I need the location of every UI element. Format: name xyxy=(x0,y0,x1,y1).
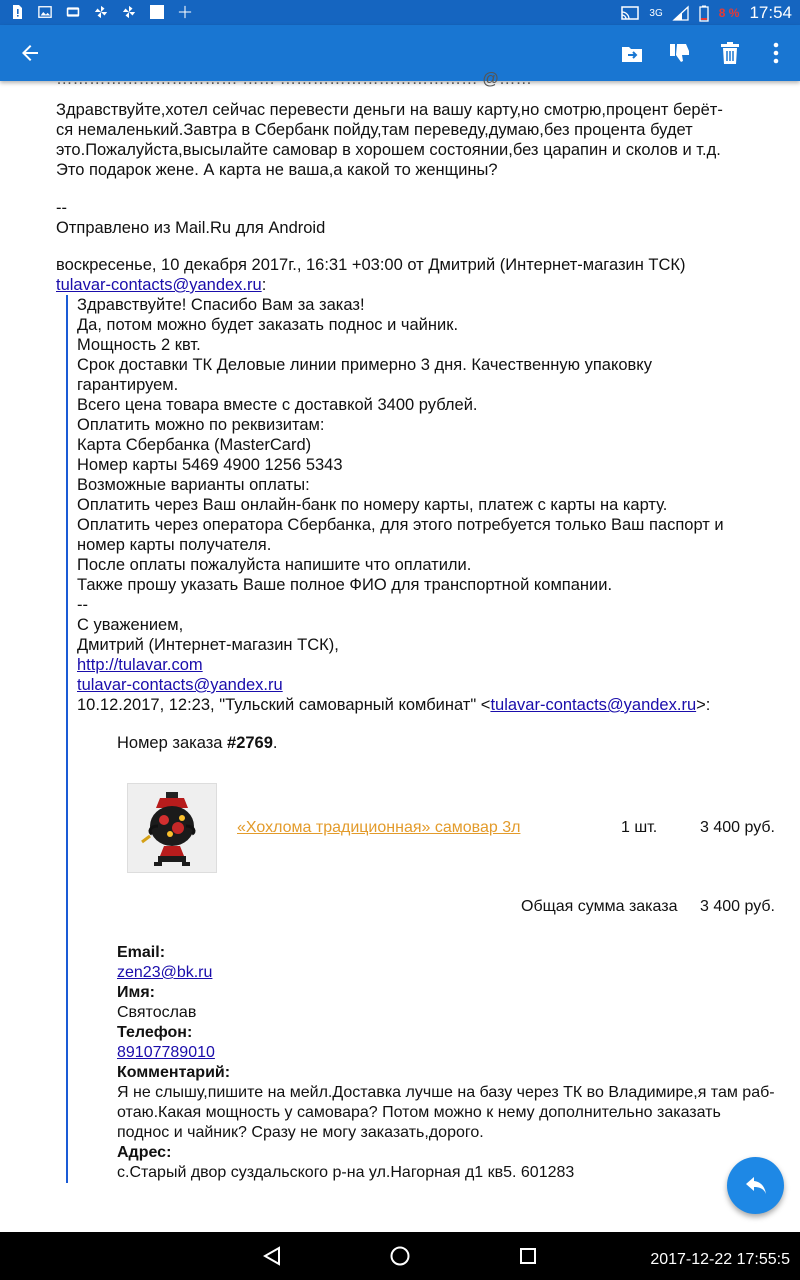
clock: 17:54 xyxy=(749,3,792,22)
sparkle-icon xyxy=(178,4,192,20)
battery-icon xyxy=(699,5,709,22)
order-title-suffix: . xyxy=(272,734,278,752)
reply-icon xyxy=(745,1177,767,1195)
email-label: Email: xyxy=(117,944,166,961)
body-line: это.Пожалуйста,высылайте самовар в хорошем состоянии,без царапин и сколов и т.д. xyxy=(56,141,721,159)
nav-back-triangle-icon xyxy=(263,1246,281,1266)
pinwheel-icon xyxy=(122,4,136,20)
quoted-line: Да, потом можно будет заказать поднос и чайник. xyxy=(77,316,459,334)
comment-label: Комментарий: xyxy=(117,1064,231,1081)
quoted-line: С уважением, xyxy=(77,616,184,634)
more-options-button[interactable] xyxy=(756,33,796,73)
quote-bar xyxy=(66,295,68,1183)
nav-home-button[interactable] xyxy=(386,1242,414,1270)
order-total-label: Общая сумма заказа xyxy=(521,898,678,915)
quoted-line: Всего цена товара вместе с доставкой 3400 рублей. xyxy=(77,396,478,414)
signature-text: Отправлено из Mail.Ru для Android xyxy=(56,219,326,237)
orig-header-prefix: 10.12.2017, 12:23, "Тульский самоварный комбинат" < xyxy=(77,696,491,714)
more-vert-icon xyxy=(773,42,779,64)
spam-button[interactable] xyxy=(660,33,700,73)
product-quantity: 1 шт. xyxy=(621,819,658,836)
message-text xyxy=(56,100,784,180)
order-number: #2769 xyxy=(227,734,273,752)
reply-header-text: воскресенье, 10 декабря 2017г., 16:31 +03:00 от Дмитрий (Интернет-магазин ТСК) xyxy=(56,256,686,274)
customer-details xyxy=(117,943,787,1183)
quoted-line: -- xyxy=(77,596,88,614)
move-to-folder-icon xyxy=(619,41,645,65)
trash-icon xyxy=(719,41,741,65)
quoted-line: Оплатить можно по реквизитам: xyxy=(77,416,325,434)
shop-email-link[interactable]: tulavar-contacts@yandex.ru xyxy=(77,676,283,694)
notification-icons xyxy=(10,4,192,20)
quoted-line: Здравствуйте! Спасибо Вам за заказ! xyxy=(77,296,365,314)
reply-fab-button[interactable] xyxy=(727,1157,784,1214)
nav-recents-square-icon xyxy=(519,1247,537,1265)
order-number-heading xyxy=(117,733,278,753)
product-thumbnail[interactable] xyxy=(127,783,217,873)
customer-email-link[interactable]: zen23@bk.ru xyxy=(117,964,213,981)
battery-percent: 8 % xyxy=(718,6,740,20)
customer-phone-link[interactable]: 89107789010 xyxy=(117,1044,215,1061)
nav-back-button[interactable] xyxy=(258,1242,286,1270)
product-price: 3 400 руб. xyxy=(700,819,775,836)
orig-header-suffix: >: xyxy=(696,696,711,714)
back-arrow-icon xyxy=(18,41,42,65)
samovar-image xyxy=(128,784,216,872)
navigation-bar xyxy=(0,1232,800,1280)
comment-line: Я не слышу,пишите на мейл.Доставка лучше на базу через ТК во Владимире,я там раб- xyxy=(117,1084,775,1101)
move-to-folder-button[interactable] xyxy=(612,33,652,73)
order-total-value: 3 400 руб. xyxy=(700,898,775,915)
nav-home-circle-icon xyxy=(389,1245,411,1267)
quoted-line: Возможные варианты оплаты: xyxy=(77,476,310,494)
signal-icon xyxy=(673,6,689,21)
delete-button[interactable] xyxy=(710,33,750,73)
system-indicators xyxy=(621,3,792,23)
quoted-line: Оплатить через оператора Сбербанка, для этого потребуется только Ваш паспорт и xyxy=(77,516,724,534)
site-link[interactable]: http://tulavar.com xyxy=(77,656,203,674)
quoted-line: Дмитрий (Интернет-магазин ТСК), xyxy=(77,636,339,654)
reply-email-link[interactable]: tulavar-contacts@yandex.ru xyxy=(56,276,262,294)
quoted-line: гарантируем. xyxy=(77,376,179,394)
signature-separator: -- xyxy=(56,199,67,217)
signature-block xyxy=(56,198,784,238)
phone-label: Телефон: xyxy=(117,1024,193,1041)
quoted-line: Номер карты 5469 4900 1256 5343 xyxy=(77,456,343,474)
app-window-icon xyxy=(66,4,80,20)
quoted-line: Мощность 2 квт. xyxy=(77,336,201,354)
quoted-message xyxy=(77,295,787,715)
status-bar xyxy=(0,0,800,25)
image-icon xyxy=(38,4,52,20)
reply-header xyxy=(56,255,784,295)
orig-header-email-link[interactable]: tulavar-contacts@yandex.ru xyxy=(490,696,697,714)
body-line: Здравствуйте,хотел сейчас перевести деньги на вашу карту,но смотрю,процент берёт- xyxy=(56,101,723,119)
blank-notification-icon xyxy=(150,5,164,19)
spam-thumbs-down-icon xyxy=(667,41,693,65)
nav-recents-button[interactable] xyxy=(514,1242,542,1270)
body-line: ся немаленький.Завтра в Сбербанк пойду,там переведу,думаю,без процента будет xyxy=(56,121,693,139)
customer-name: Святослав xyxy=(117,1004,197,1021)
back-button[interactable] xyxy=(10,33,50,73)
comment-line: поднос и чайник? Сразу не могу заказать,дорого. xyxy=(117,1124,484,1141)
customer-address: с.Старый двор суздальского р-на ул.Нагорная д1 кв5. 601283 xyxy=(117,1164,575,1181)
sim-alert-icon xyxy=(10,4,24,20)
quoted-line: После оплаты пожалуйста напишите что оплатили. xyxy=(77,556,472,574)
product-link[interactable]: «Хохлома традиционная» самовар 3л xyxy=(237,819,521,836)
pinwheel-icon xyxy=(94,4,108,20)
address-label: Адрес: xyxy=(117,1144,172,1161)
cast-icon xyxy=(621,6,639,20)
name-label: Имя: xyxy=(117,984,155,1001)
cut-off-line: …………………………… …… ……………………………… @…… xyxy=(56,70,533,88)
message-body[interactable] xyxy=(0,70,800,1231)
quoted-line: Также прошу указать Ваше полное ФИО для транспортной компании. xyxy=(77,576,613,594)
comment-line: отаю.Какая мощность у самовара? Потом можно к нему дополнительно заказать xyxy=(117,1104,721,1121)
quoted-line: Оплатить через Ваш онлайн-банк по номеру карты, платеж с карты на карту. xyxy=(77,496,668,514)
quoted-line: Карта Сбербанка (MasterCard) xyxy=(77,436,312,454)
body-line: Это подарок жене. А карта не ваша,а какой то женщины? xyxy=(56,161,498,179)
network-type: 3G xyxy=(649,7,663,19)
quoted-line: Срок доставки ТК Деловые линии примерно 3 дня. Качественную упаковку xyxy=(77,356,652,374)
quoted-line: номер карты получателя. xyxy=(77,536,272,554)
reply-colon: : xyxy=(261,276,267,294)
order-title-prefix: Номер заказа xyxy=(117,734,228,752)
screenshot-timestamp: 2017-12-22 17:55:5 xyxy=(650,1251,790,1268)
